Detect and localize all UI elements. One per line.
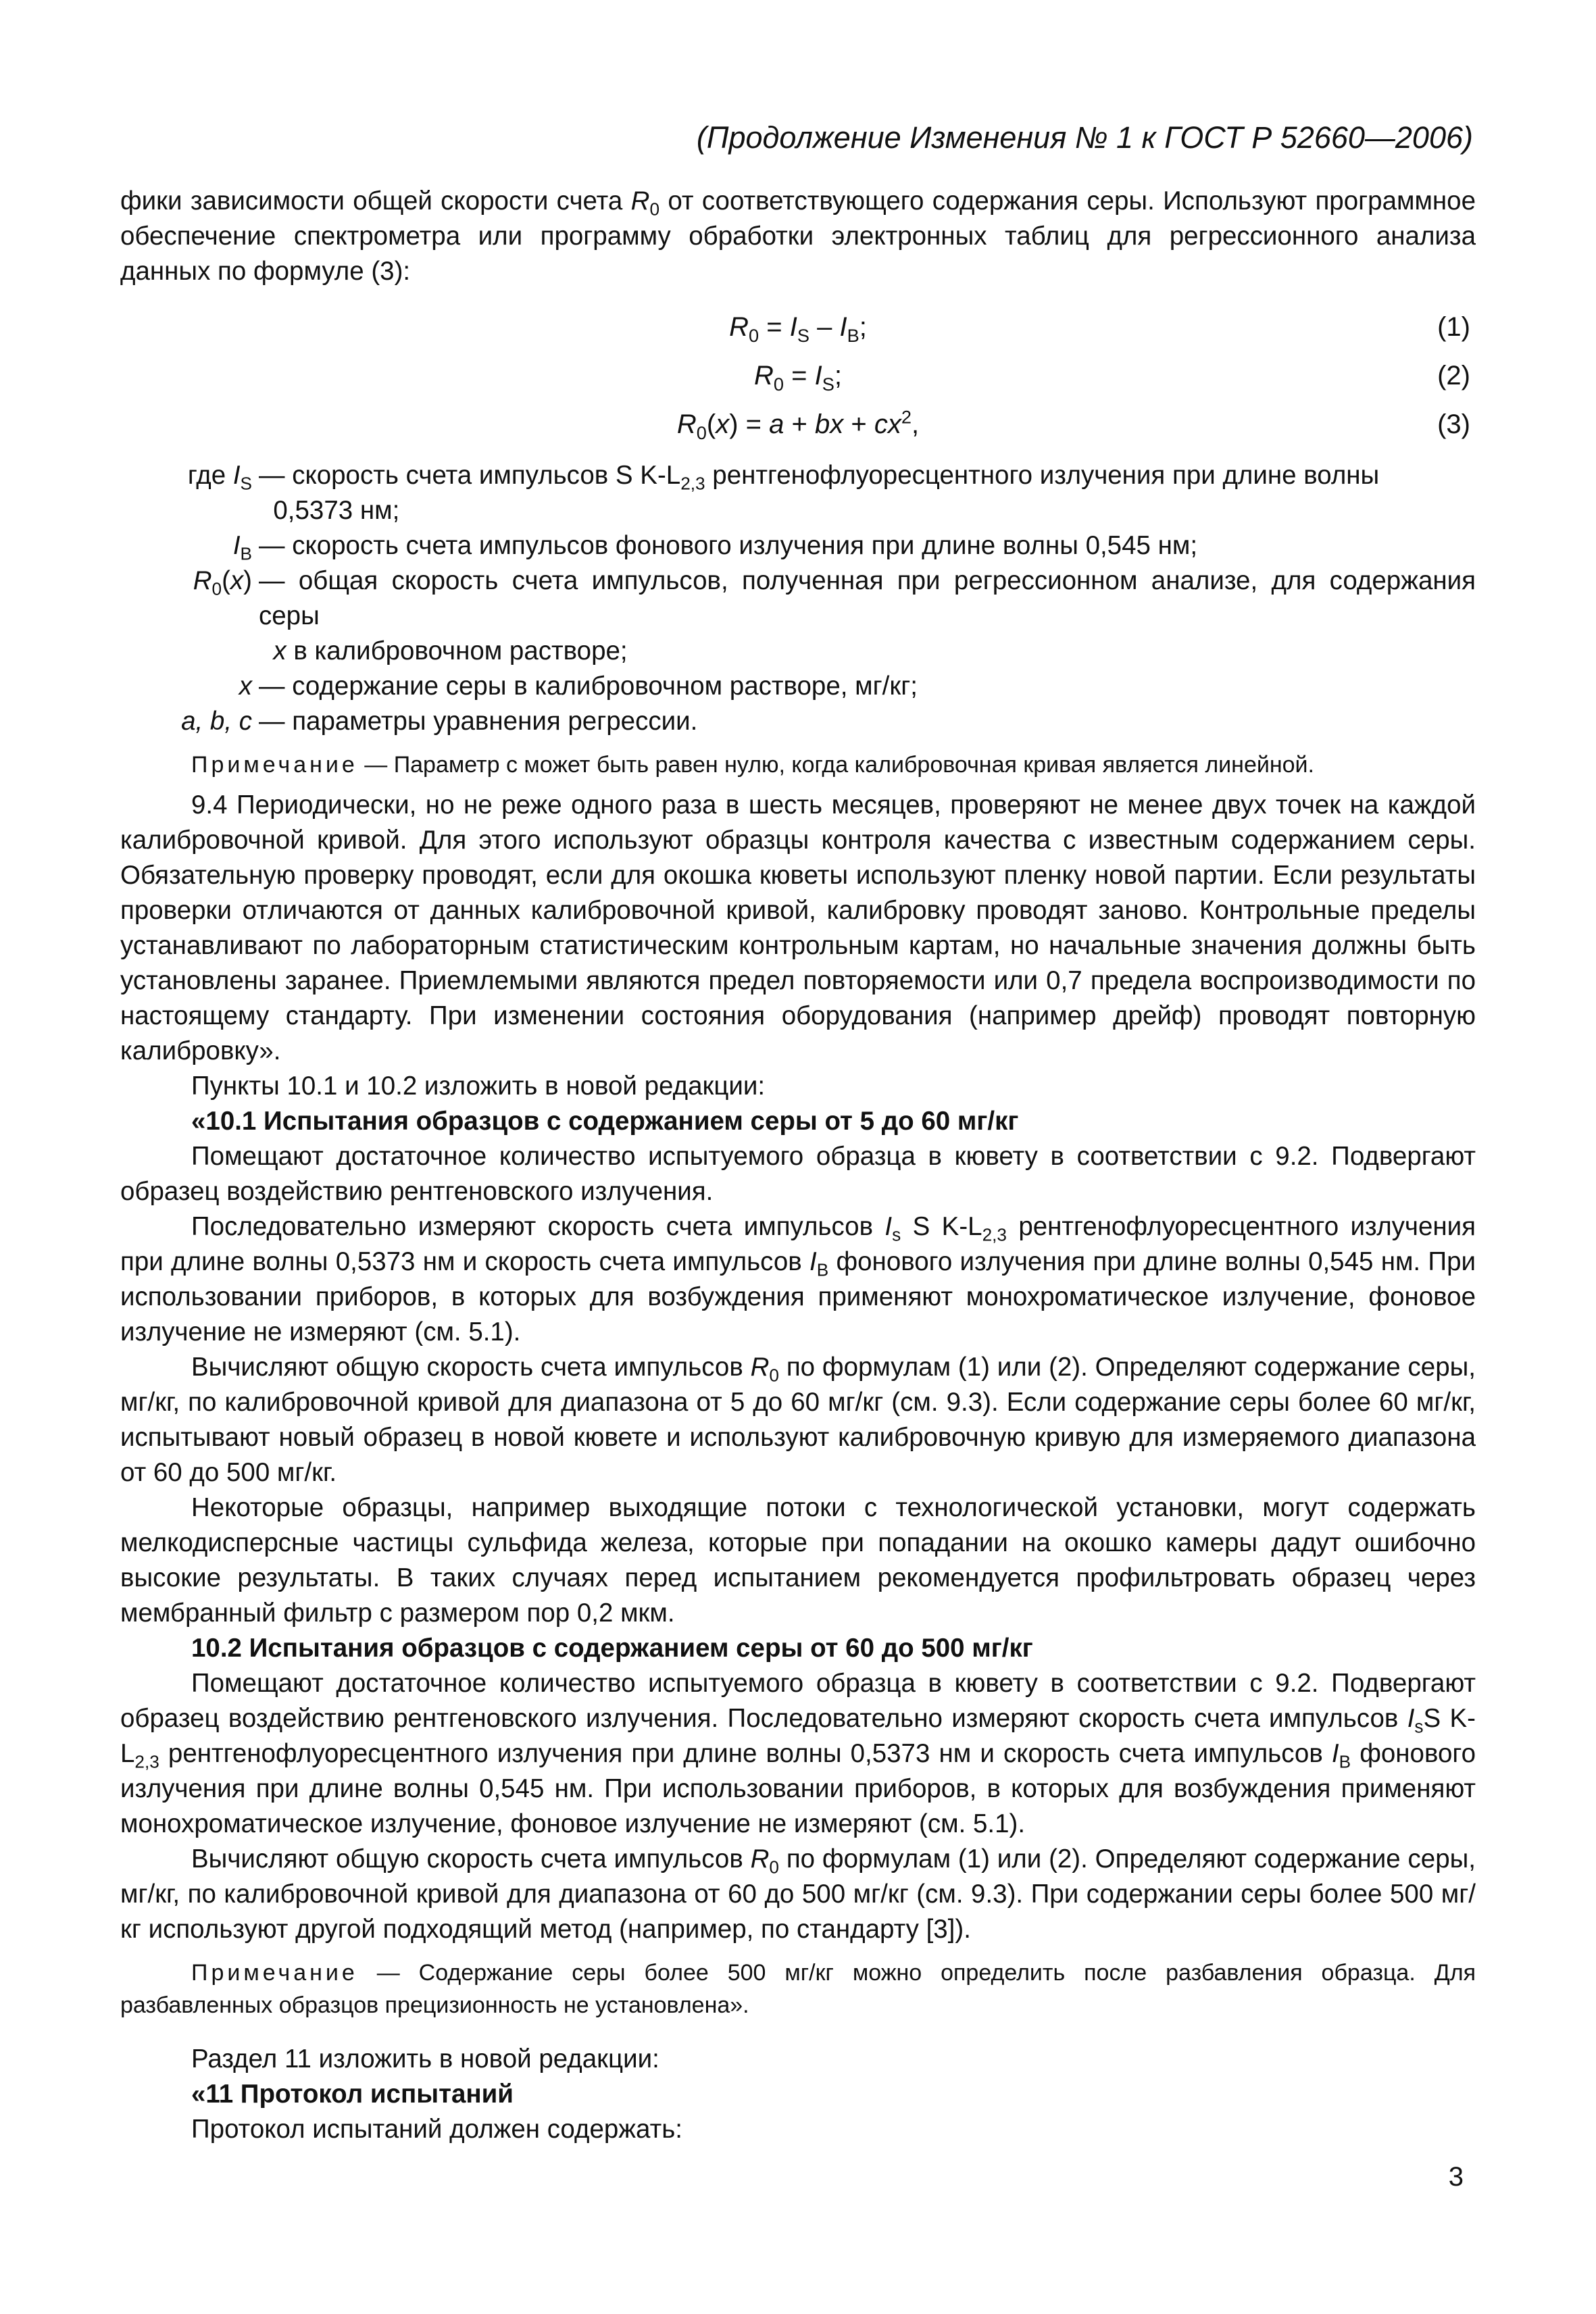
paragraph-10-2-a: Помещают достаточное количество испытуемого образца в кювету в соответствии с 9.2. Подвергают образец воздействию рентгеновского излучения. Последовательно измеряют скорость счета импульсов $I_sS$ $K-L_{2,3}$ рентгенофлуоресцентного излучения при длине волны 0,5373 нм и скорость счета импульсов $I_B$ фонового излучения при длине волны 0,545 нм. При использовании приборов, в которых для возбуждения применяют монохроматическое излучение, фоновое излучение не измеряют (см. 5.1). — [120, 1669, 1476, 1838]
formula-row — [120, 400, 1476, 449]
page-header: (Продолжение Изменения № 1 к ГОСТ Р 52660—2006) — [696, 120, 1473, 155]
definition-item — [120, 528, 1476, 563]
definitions-list — [120, 458, 1476, 739]
formula-row — [120, 303, 1476, 351]
formula-number: (1) — [1437, 312, 1470, 342]
heading-10-1: «10.1 Испытания образцов с содержанием серы от 5 до 60 мг/кг — [191, 1107, 1019, 1136]
paragraph-11: Протокол испытаний должен содержать: — [191, 2115, 682, 2144]
intro-paragraph: фики зависимости общей скорости счета $R_0$ от соответствующего содержания серы. Используют программное обеспечение спектрометра или программу обработки электронных таблиц для регрессионного анализа данных по формуле (3): — [120, 186, 1476, 286]
definition-text: — содержание серы в калибровочном растворе, мг/кг; — [259, 672, 918, 701]
definition-item — [120, 563, 1476, 669]
definition-text: — скорость счета импульсов фонового излучения при длине волны 0,545 нм; — [259, 531, 1198, 560]
paragraph-10-1-b: Последовательно измеряют скорость счета импульсов $I_s$ S $K-L_{2,3}$ рентгенофлуоресцентного излучения при длине волны 0,5373 нм и скорость счета импульсов $I_B$ фонового излучения при длине волны 0,545 нм. При использовании приборов, в которых для возбуждения применяют монохроматическое излучение, фоновое излучение не измеряют (см. 5.1). — [120, 1212, 1476, 1347]
definition-term: a, b, c — [181, 707, 252, 736]
definition-term: x — [239, 672, 252, 701]
paragraph-10-1-a: Помещают достаточное количество испытуемого образца в кювету в соответствии с 9.2. Подвергают образец воздействию рентгеновского излучения. — [120, 1142, 1476, 1206]
paragraph-10-1-d: Некоторые образцы, например выходящие потоки с технологической установки, могут содержать мелкодисперсные частицы сульфида железа, которые при попадании на окошко камеры дадут ошибочно высокие результаты. В таких случаях перед испытанием рекомендуется профильтровать образец через мембранный фильтр с размером пор 0,2 мкм. — [120, 1493, 1476, 1628]
heading-11: «11 Протокол испытаний — [191, 2080, 514, 2109]
paragraph-10-1-c: Вычисляют общую скорость счета импульсов $R_0$ по формулам (1) или (2). Определяют содержание серы, мг/кг, по калибровочной кривой для диапазона от 5 до 60 мг/кг (см. 9.3). Если содержание серы более 60 мг/кг, испытывают новый образец в новой кювете и используют калибровочную кривую для измеряемого диапазона от 60 до 500 мг/кг. — [120, 1353, 1476, 1487]
definition-term: $R_0(x)$ — [193, 566, 252, 599]
paragraph-10-2-b: Вычисляют общую скорость счета импульсов $R_0$ по формулам (1) или (2). Определяют содержание серы, мг/кг, по калибровочной кривой для диапазона от 60 до 500 мг/кг (см. 9.3). При содержании серы более 500 мг/кг используют другой подходящий метод (например, по стандарту [3]). — [120, 1844, 1476, 1944]
formula-block — [120, 303, 1476, 449]
formula-row — [120, 351, 1476, 400]
note-2: Примечание — Содержание серы более 500 мг/кг можно определить после разбавления образца. Для разбавленных образцов прецизионность не установлена». — [120, 1960, 1476, 2018]
formula-1: $R_0 = I_S - I_B$; — [729, 312, 867, 346]
definition-text: — параметры уравнения регрессии. — [259, 707, 698, 736]
definition-item — [120, 669, 1476, 704]
paragraph-items-instruction: Пункты 10.1 и 10.2 изложить в новой редакции: — [191, 1072, 766, 1101]
heading-10-2: 10.2 Испытания образцов с содержанием серы от 60 до 500 мг/кг — [191, 1634, 1033, 1663]
spacer — [120, 2028, 1476, 2042]
definition-item — [120, 704, 1476, 739]
definition-term: где $I_S$ — [187, 461, 252, 494]
formula-3: $R_0(x) = a$ + bx + $cx^2$, — [676, 406, 920, 443]
definition-term: $I_B$ — [232, 531, 252, 564]
formula-2: $R_0 = I_S$; — [754, 361, 842, 395]
paragraph-9-4: 9.4 Периодически, но не реже одного раза в шесть месяцев, проверяют не менее двух точек на каждой калибровочной кривой. Для этого используют образцы контроля качества с известным содержанием серы. Обязательную проверку проводят, если для окошка кюветы используют пленку новой партии. Если результаты проверки отличаются от данных калибровочной кривой, калибровку проводят заново. Контрольные пределы устанавливают по лабораторным статистическим контрольным картам, но начальные значения должны быть установлены заранее. Приемлемыми являются предел повторяемости или 0,7 предела воспроизводимости по настоящему стандарту. При изменении состояния оборудования (например дрейф) проводят повторную калибровку». — [120, 790, 1476, 1065]
formula-number: (2) — [1437, 361, 1470, 391]
formula-number: (3) — [1437, 409, 1470, 439]
definition-text: — общая скорость счета импульсов, полученная при регрессионном анализе, для содержания серы x в калибровочном растворе; — [259, 566, 1476, 665]
definition-text: — скорость счета импульсов S $K-L_{2,3}$ рентгенофлуоресцентного излучения при длине волны 0,5373 нм; — [259, 461, 1380, 525]
note-1: Примечание — Параметр c может быть равен нулю, когда калибровочная кривая является линейной. — [191, 752, 1314, 778]
definition-item — [120, 458, 1476, 528]
page-number: 3 — [1448, 2162, 1464, 2192]
paragraph-section-11-instruction: Раздел 11 изложить в новой редакции: — [191, 2044, 659, 2073]
document-body — [120, 184, 1476, 2147]
